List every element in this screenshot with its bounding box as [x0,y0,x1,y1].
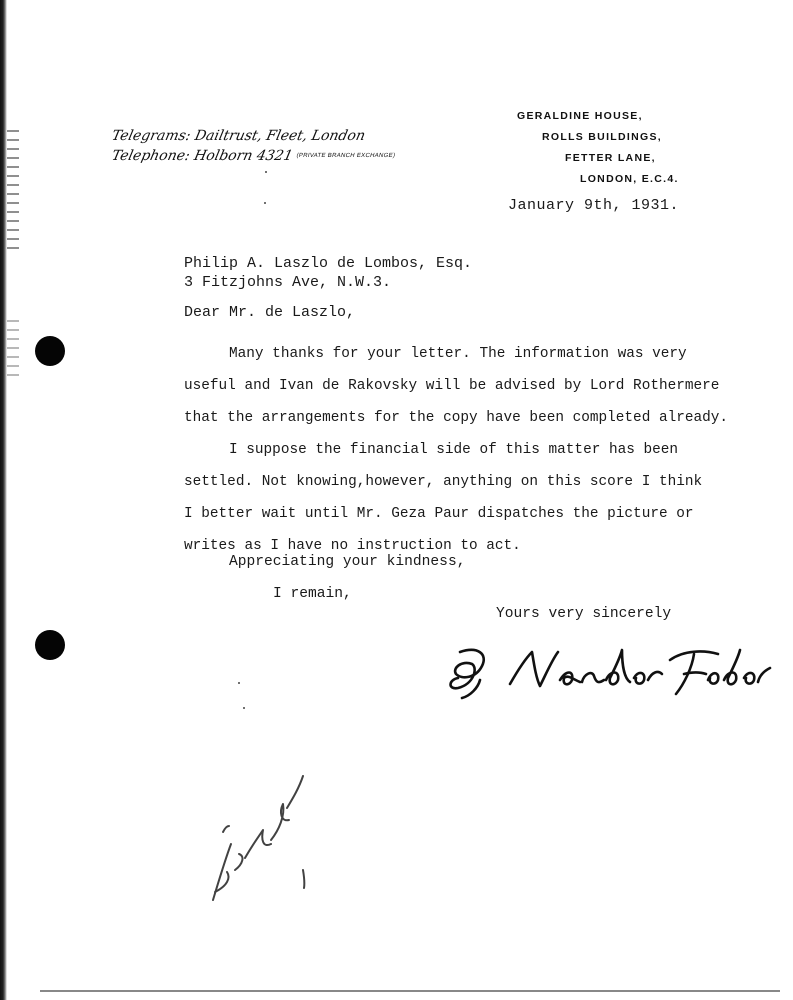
scan-binding-edge [0,0,7,1000]
letterhead-address [500,106,700,190]
recipient-street: 3 Fitzjohns Ave, N.W.3. [184,274,392,291]
telephone-number: Telephone: Holborn 4321 [110,148,295,164]
handwritten-signature [448,640,778,710]
scan-speck [238,682,240,684]
body-line: useful and Ivan de Rakovsky will be advised by Lord Rothermere [184,378,720,394]
address-line: LONDON, E.C.4. [580,173,679,185]
body-line: writes as I have no instruction to act. [184,538,521,554]
scan-speck [264,202,266,204]
scan-edge-shadow [7,130,19,250]
scan-edge-shadow [7,320,19,380]
telephone-note: (PRIVATE BRANCH EXCHANGE) [295,153,396,159]
pencil-note-drawing [205,760,315,910]
body-line: that the arrangements for the copy have been completed already. [184,410,729,426]
body-line: I suppose the financial side of this matter has been [229,442,679,458]
telephone-line [110,146,397,166]
address-line: FETTER LANE, [565,152,656,164]
scan-bottom-edge [40,990,780,992]
letterhead-contact [112,126,395,166]
punch-hole-top [35,336,65,366]
body-line: I better wait until Mr. Geza Paur dispatches the picture or [184,506,694,522]
closing-remain: I remain, [273,586,352,602]
address-line: GERALDINE HOUSE, [517,110,643,122]
telegrams-line: Telegrams: Dailtrust, Fleet, London [110,128,367,144]
body-line: Many thanks for your letter. The information was very [229,346,687,362]
scan-speck [265,171,267,173]
closing-appreciation: Appreciating your kindness, [229,554,466,570]
body-line: settled. Not knowing,however, anything on this score I think [184,474,703,490]
closing-block [229,546,465,610]
address-line: ROLLS BUILDINGS, [542,131,662,143]
recipient-name: Philip A. Laszlo de Lombos, Esq. [184,255,473,272]
pencil-annotation [205,760,315,910]
signature-drawing [448,640,778,710]
letter-body [184,338,774,562]
punch-hole-bottom [35,630,65,660]
salutation: Dear Mr. de Laszlo, [184,304,356,321]
scan-speck [243,707,245,709]
letter-date: January 9th, 1931. [508,197,680,214]
recipient-block [184,254,472,292]
closing-yours: Yours very sincerely [496,606,672,622]
